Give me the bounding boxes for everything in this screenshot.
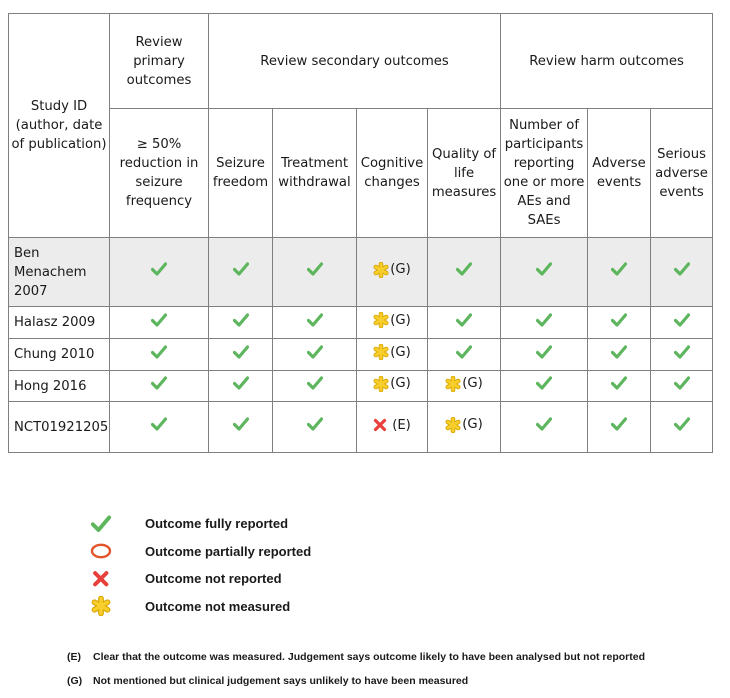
- header-group-primary: Review primary outcomes: [110, 14, 209, 109]
- outcome-cell: [110, 402, 209, 453]
- outcome-cell: [651, 307, 713, 339]
- table-row: [9, 307, 713, 339]
- judgement-code: (G): [390, 312, 411, 328]
- check-icon: [611, 313, 627, 327]
- check-icon: [85, 515, 117, 533]
- outcome-cell: [357, 339, 428, 371]
- outcome-cell: [651, 238, 713, 307]
- check-icon: [536, 417, 552, 431]
- header-col-seizure-reduction: ≥ 50% reduction in seizure frequency: [110, 109, 209, 238]
- outcome-cell: [110, 307, 209, 339]
- cross-icon: [85, 570, 117, 588]
- check-icon: [611, 376, 627, 390]
- asterisk-icon: [445, 417, 461, 433]
- outcome-cell: [501, 371, 588, 402]
- outcome-cell: [588, 371, 651, 402]
- asterisk-icon: [373, 262, 389, 278]
- asterisk-icon: [373, 312, 389, 328]
- table-row: [9, 339, 713, 371]
- header-group-harm: Review harm outcomes: [501, 14, 713, 109]
- check-icon: [233, 313, 249, 327]
- check-icon: [233, 262, 249, 276]
- outcome-cell: [273, 307, 357, 339]
- asterisk-icon: [445, 376, 461, 392]
- footnote-e: [67, 651, 645, 663]
- outcome-cell: [110, 371, 209, 402]
- outcome-cell: [273, 371, 357, 402]
- cross-icon: [373, 418, 387, 432]
- check-icon: [233, 417, 249, 431]
- outcome-cell: [110, 339, 209, 371]
- check-icon: [307, 345, 323, 359]
- check-icon: [456, 313, 472, 327]
- footnote-text: Clear that the outcome was measured. Judgement says outcome likely to have been analysed but not reported: [93, 651, 645, 663]
- header-col-participants-aes-saes: Number of participants reporting one or more AEs and SAEs: [501, 109, 588, 238]
- outcome-cell: [501, 402, 588, 453]
- judgement-code: (G): [390, 262, 411, 278]
- outcome-cell: [428, 339, 501, 371]
- outcome-cell: [588, 307, 651, 339]
- legend-item: [85, 510, 311, 538]
- table-row: [9, 371, 713, 402]
- legend-item: [85, 538, 311, 566]
- footnote-code: (E): [67, 651, 81, 663]
- table-row: [9, 238, 713, 307]
- legend-label: Outcome partially reported: [145, 543, 312, 559]
- outcome-cell: [501, 307, 588, 339]
- outcome-cell: [428, 371, 501, 402]
- check-icon: [674, 376, 690, 390]
- check-icon: [307, 376, 323, 390]
- footnote-text: Not mentioned but clinical judgement says unlikely to have been measured: [93, 675, 469, 687]
- outcome-cell: [209, 307, 273, 339]
- header-col-adverse-events: Adverse events: [588, 109, 651, 238]
- outcome-cell: [273, 402, 357, 453]
- legend-item: [85, 565, 311, 593]
- header-col-quality-of-life: Quality of life measures: [428, 109, 501, 238]
- check-icon: [307, 313, 323, 327]
- judgement-code: (G): [462, 417, 483, 433]
- judgement-code: (G): [390, 376, 411, 392]
- asterisk-icon: [85, 596, 117, 616]
- outcome-cell: [651, 402, 713, 453]
- legend-label: Outcome not measured: [145, 598, 291, 614]
- header-col-treatment-withdrawal: Treatment withdrawal: [273, 109, 357, 238]
- check-icon: [674, 313, 690, 327]
- outcome-cell: [357, 307, 428, 339]
- header-group-secondary: Review secondary outcomes: [209, 14, 501, 109]
- outcome-cell: [209, 371, 273, 402]
- check-icon: [233, 376, 249, 390]
- check-icon: [536, 313, 552, 327]
- check-icon: [456, 262, 472, 276]
- outcome-cell: [273, 339, 357, 371]
- check-icon: [233, 345, 249, 359]
- check-icon: [151, 376, 167, 390]
- header-col-cognitive-changes: Cognitive changes: [357, 109, 428, 238]
- study-id-cell: Ben Menachem 2007: [9, 238, 110, 307]
- outcome-cell: [588, 339, 651, 371]
- check-icon: [536, 345, 552, 359]
- circle-icon: [85, 543, 117, 559]
- check-icon: [151, 345, 167, 359]
- header-study-id: Study ID (author, date of publication): [9, 14, 110, 238]
- judgement-code: (G): [390, 344, 411, 360]
- table-row: [9, 402, 713, 453]
- legend-label: Outcome fully reported: [145, 516, 289, 532]
- check-icon: [674, 262, 690, 276]
- legend: [85, 510, 311, 620]
- check-icon: [307, 417, 323, 431]
- check-icon: [611, 345, 627, 359]
- header-col-seizure-freedom: Seizure freedom: [209, 109, 273, 238]
- study-id-cell: Hong 2016: [9, 371, 110, 402]
- outcome-cell: [428, 238, 501, 307]
- outcome-cell: [357, 402, 428, 453]
- outcome-cell: [588, 402, 651, 453]
- judgement-code: (G): [462, 376, 483, 392]
- outcome-reporting-table: [8, 13, 713, 453]
- outcome-cell: [110, 238, 209, 307]
- check-icon: [674, 345, 690, 359]
- outcome-cell: [651, 339, 713, 371]
- study-id-cell: Chung 2010: [9, 339, 110, 371]
- outcome-cell: [501, 238, 588, 307]
- outcome-cell: [357, 238, 428, 307]
- outcome-cell: [651, 371, 713, 402]
- outcome-cell: [357, 371, 428, 402]
- check-icon: [611, 417, 627, 431]
- study-id-cell: NCT01921205: [9, 402, 110, 453]
- check-icon: [151, 417, 167, 431]
- check-icon: [536, 376, 552, 390]
- asterisk-icon: [373, 344, 389, 360]
- outcome-cell: [209, 238, 273, 307]
- check-icon: [456, 345, 472, 359]
- outcome-cell: [588, 238, 651, 307]
- check-icon: [611, 262, 627, 276]
- legend-label: Outcome not reported: [145, 571, 282, 587]
- legend-item: [85, 593, 311, 621]
- outcome-cell: [501, 339, 588, 371]
- asterisk-icon: [373, 376, 389, 392]
- outcome-cell: [209, 402, 273, 453]
- check-icon: [536, 262, 552, 276]
- check-icon: [674, 417, 690, 431]
- outcome-cell: [428, 402, 501, 453]
- outcome-cell: [428, 307, 501, 339]
- check-icon: [307, 262, 323, 276]
- footnote-code: (G): [67, 675, 83, 687]
- outcome-cell: [273, 238, 357, 307]
- outcome-cell: [209, 339, 273, 371]
- check-icon: [151, 313, 167, 327]
- judgement-code: (E): [392, 417, 411, 433]
- check-icon: [151, 262, 167, 276]
- header-col-serious-adverse-events: Serious adverse events: [651, 109, 713, 238]
- footnote-g: [67, 675, 468, 687]
- study-id-cell: Halasz 2009: [9, 307, 110, 339]
